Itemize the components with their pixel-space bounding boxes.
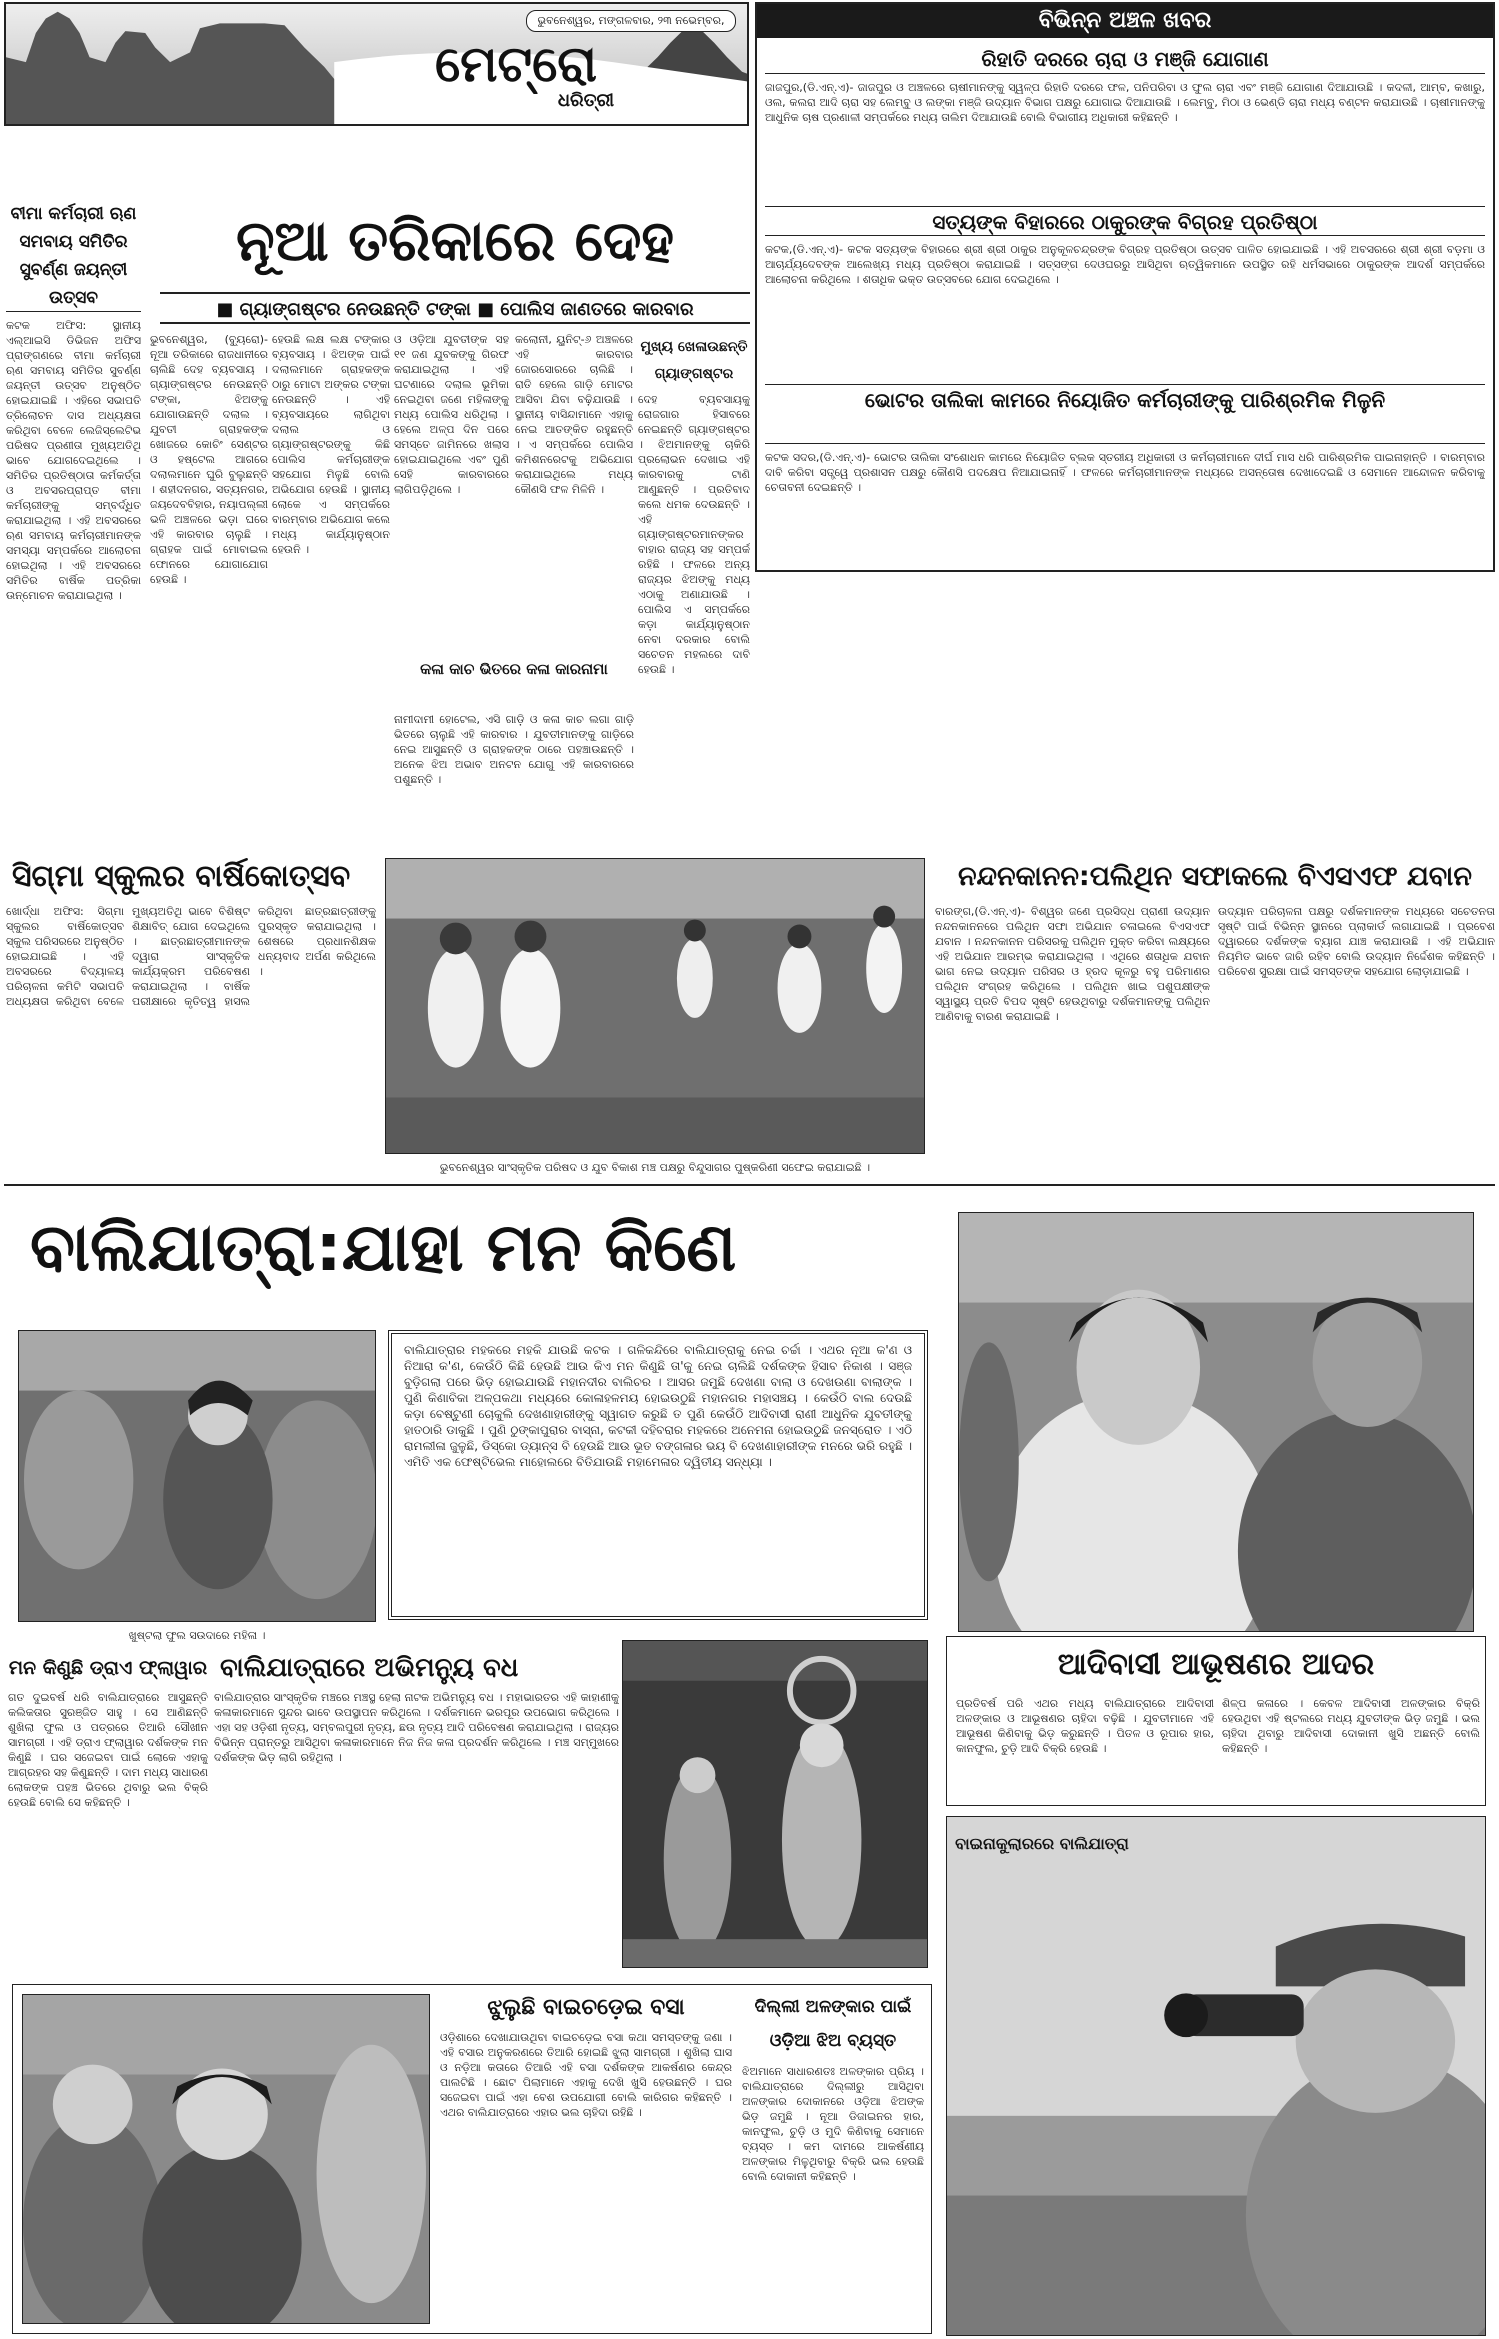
adivasi-headline: ଆଦିବାସୀ ଆଭୂଷଣର ଆଦର [1057, 1647, 1375, 1682]
balijatra-box [388, 1330, 928, 1620]
lead-sub2-headline: ମୁଖ୍ୟ ଖେଳାଉଛନ୍ତି ଗ୍ୟାଙ୍ଗଷ୍ଟର [640, 339, 748, 382]
abhimanyu-photo [622, 1640, 928, 1968]
lead-col3: ଓ ଓଡ଼ିଆ ଯୁବତୀଙ୍କ ସହ ୧୧ ଜଣ ଯୁବକଙ୍କୁ ଗିରଫ କରାଯାଇଥିଲା । ଏହି ଘଟଣାରେ ଦଲାଲ ଭୂମିକା ନେଇଥିବା ଜଣେ ମହିଳାଙ୍କୁ ମଧ୍ୟ ପୋଲିସ ଧରିଥିଲା । ହେଲେ ଅଳ୍ପ ଦିନ ପରେ ସମସ୍ତେ ଜାମିନରେ ଖଲାସ ହୋଇଯାଇଥିଲେ ଏବଂ ପୁଣି ସେହି କାରବାରରେ ଲାଗିପଡ଼ିଥିଲେ । [394, 333, 509, 496]
school-headline: ସିଗ୍ମା ସ୍କୁଲର ବାର୍ଷିକୋତ୍ସବ [12, 859, 351, 894]
section-divider [4, 1184, 1495, 1186]
binoculars-photo [946, 1816, 1486, 2336]
lead-headline: ନୂଆ ତରିକାରେ ଦେହ [235, 209, 675, 274]
cleanup-photo [385, 858, 925, 1154]
bangles-photo [22, 1994, 430, 2324]
masthead-dateline [526, 10, 736, 32]
balijatra-headline: ବାଲିଯାତ୍ରା:ଯାହା ମନ କିଣେ [30, 1209, 737, 1286]
flowers-body: ଗତ ଦୁଇବର୍ଷ ଧରି ବାଲିଯାତ୍ରାରେ ଆସୁଛନ୍ତି କଲିକତାର ସୁରଞ୍ଜିତ ସାହୁ । ସେ ଆଣିଛନ୍ତି ଶୁଖିଲା ଫୁଲ ଓ ପତ୍ରରେ ତିଆରି ସୌଖୀନ ସାମଗ୍ରୀ । ଏହି ଡ୍ରାଏ ଫ୍ଲାୱାର ଦର୍ଶକଙ୍କ ମନ କିଣୁଛି । ଘର ସଜେଇବା ପାଇଁ ଲୋକେ ଏହାକୁ ଆଗ୍ରହର ସହ କିଣୁଛନ୍ତି । ଦାମ ମଧ୍ୟ ସାଧାରଣ ଲୋକଙ୍କ ପହଞ୍ଚ ଭିତରେ ଥିବାରୁ ଭଲ ବିକ୍ରି ହେଉଛି ବୋଲି ସେ କହିଛନ୍ତି । [8, 1691, 208, 1809]
flower-photo [18, 1330, 376, 1622]
adivasi-photo [958, 1212, 1474, 1632]
regional-story2-headline: ସତ୍ୟଙ୍କ ବିହାରରେ ଠାକୁରଙ୍କ ବିଗ୍ରହ ପ୍ରତିଷ୍ଠା [765, 206, 1485, 236]
masthead-title: ମେଟ୍ରୋ [435, 35, 597, 93]
cooperative-body: କଟକ ଅଫିସ: ସ୍ଥାନୀୟ ଏଲ୍ଆଇସି ଡିଭିଜନ ଅଫିସ ପ୍ରାଙ୍ଗଣରେ ବୀମା କର୍ମଚାରୀ ଋଣ ସମବାୟ ସମିତିର ସୁବର୍ଣ୍ଣ ଜୟନ୍ତୀ ଉତ୍ସବ ଅନୁଷ୍ଠିତ ହୋଇଯାଇଛି । ଏହିରେ ସଭାପତି ତ୍ରିଲୋଚନ ଦାସ ଅଧ୍ୟକ୍ଷତା କରିଥିବା ବେଳେ ଲେଜିସ୍ଲେଟିଭ ପରିଷଦ ପ୍ରଣୀତା ମୁଖ୍ୟଅତିଥି ଭାବେ ଯୋଗଦେଇଥିଲେ । ସମିତିର ପ୍ରତିଷ୍ଠାତା କର୍ମକର୍ତ୍ତା ଓ ଅବସରପ୍ରାପ୍ତ ବୀମା କର୍ମଚାରୀଙ୍କୁ ସମ୍ବର୍ଦ୍ଧିତ କରାଯାଇଥିଲା । ଏହି ଅବସରରେ ଋଣ ସମବାୟ କର୍ମଚାରୀମାନଙ୍କ ସମସ୍ୟା ସମ୍ପର୍କରେ ଆଲୋଚନା ହୋଇଥିଲା । ଏହି ଅବସରରେ ସମିତିର ବାର୍ଷିକ ପତ୍ରିକା ଉନ୍ମୋଚନ କରାଯାଇଥିଲା । [6, 319, 141, 602]
regional-banner [757, 4, 1493, 38]
bangles-body: ଓଡ଼ିଶାରେ ଦେଖାଯାଉଥିବା ବାଇଚଡ଼େଇ ବସା କଥା ସମସ୍ତଙ୍କୁ ଜଣା । ଏହି ବସାର ଅନୁକରଣରେ ତିଆରି ହୋଇଛି ଝୁଲା ସାମଗ୍ରୀ । ଶୁଖିଲା ଘାସ ଓ ନଡ଼ିଆ କତାରେ ତିଆରି ଏହି ବସା ଦର୍ଶକଙ୍କ ଆକର୍ଷଣର କେନ୍ଦ୍ର ପାଲଟିଛି । ଛୋଟ ପିଲାମାନେ ଏହାକୁ ଦେଖି ଖୁସି ହେଉଛନ୍ତି । ଘର ସଜେଇବା ପାଇଁ ଏହା ବେଶ ଉପଯୋଗୀ ବୋଲି କାରିଗର କହିଛନ୍ତି । ଏଥର ବାଲିଯାତ୍ରାରେ ଏହାର ଭଲ ଚାହିଦା ରହିଛି । [440, 2031, 732, 2119]
flowers-headline: ମନ କିଣୁଛି ଡ୍ରାଏ ଫ୍ଲାୱାର [8, 1657, 208, 1679]
adivasi-body2: ଶିଳ୍ପ କଳାରେ । କେବଳ ଆଦିବାସୀ ଅଳଙ୍କାର ବିକ୍ରି ହେଉଥିବା ଏହି ଷ୍ଟଲରେ ମଧ୍ୟ ଯୁବତୀଙ୍କ ଭିଡ଼ ଜମୁଛି । ଭଲ ଚାହିଦା ଥିବାରୁ ଆଦିବାସୀ ଦୋକାନୀ ଖୁସି ଅଛନ୍ତି ବୋଲି କହିଛନ୍ତି । [1222, 1697, 1480, 1755]
binoculars-caption: ବାଇନାକୁଲାରରେ ବାଲିଯାତ୍ରା [955, 1834, 1129, 1853]
delhi-body: ଝିଅମାନେ ସାଧାରଣତଃ ଅଳଙ୍କାର ପ୍ରିୟ । ବାଲିଯାତ୍ରାରେ ଦିଲ୍ଲୀରୁ ଆସିଥିବା ଅଳଙ୍କାର ଦୋକାନରେ ଓଡ଼ିଆ ଝିଅଙ୍କ ଭିଡ଼ ଜମୁଛି । ନୂଆ ଡିଜାଇନର ହାର, କାନଫୁଲ, ଚୁଡ଼ି ଓ ମୁଦି କିଣିବାକୁ ସେମାନେ ବ୍ୟସ୍ତ । କମ ଦାମରେ ଆକର୍ଷଣୀୟ ଅଳଙ୍କାର ମିଳୁଥିବାରୁ ବିକ୍ରି ଭଲ ହେଉଛି ବୋଲି ଦୋକାନୀ କହିଛନ୍ତି । [742, 2065, 924, 2183]
balijatra-box-text: ବାଲିଯାତ୍ରାର ମହକରେ ମହକି ଯାଉଛି କଟକ । ଗଳିକନ୍ଦିରେ ବାଲିଯାତ୍ରାକୁ ନେଇ ଚର୍ଚ୍ଚା । ଏଥର ନୂଆ କ'ଣ ଓ ନିଆରା କ'ଣ, କେଉଁଠି କିଛି ହେଉଛି ଆଉ କିଏ ମନ କିଣୁଛି ତା'କୁ ନେଇ ଚାଲିଛି ଦର୍ଶକଙ୍କ ହିସାବ ନିକାଶ । ସଞ୍ଜ ବୁଡ଼ିଗଲା ପରେ ଭିଡ଼ ହୋଇଯାଉଛି ମହାନଦୀର ବାଲିଚର । ଆସର ଜମୁଛି ଦେଖଣା ବାଲା ଓ ଦେଖଉଣା ବାଲାଙ୍କ । ପୁଣି କିଣାବିକା ଅଳ୍ପକଥା ମଧ୍ୟରେ କୋଳାହଳମୟ ହୋଇଉଠୁଛି ମହାନଗର ମହାସଞ୍ଚୟ । କେଉଁଠି ବାଲ ଦେଉଛି କଡ଼ା ବେଷ୍ଟୁଣୀ ଚୋକୁଲି ଦେଖଣାହାରୀଙ୍କୁ ସ୍ୱାଗତ କରୁଛି ତ ପୁଣି କେଉଁଠି ଆଦିବାସୀ ରାଣୀ ଆଧୁନିକ ଯୁବତୀଙ୍କୁ ହାତଠାରି ଡାକୁଛି । ପୁଣି ଠୁଙ୍କାପୁରାର ବାସ୍ନା, କଟକୀ ଦହିବରାର ମହକରେ ଅନେମନା ହୋଇଉଠୁଛି ଜନସ୍ରୋତ । ଏଠି ରାମଲୀଳା ଜୁଳୁଛି, ଡିସ୍କୋ ଡ୍ୟାନ୍ସ ବି ହେଉଛି ଆଉ ଭୂତ ବଙ୍ଗଳାର ଭୟ ବି ଦେଖଣାହାରୀଙ୍କ ମନରେ ଭରି ରହୁଛି । ଏମିତି ଏକ ଫେଷ୍ଟିଭେଲ ମାହୋଲରେ ବିତିଯାଉଛି ମହାମେଳାର ଦ୍ୱିତୀୟ ସନ୍ଧ୍ୟା । [404, 1343, 912, 1469]
lead-col1: ଭୁବନେଶ୍ୱର, (ବ୍ୟୁରୋ)- ନୂଆ ତରିକାରେ ରାଜଧାନୀରେ ଚାଲିଛି ଦେହ ବ୍ୟବସାୟ । ଗ୍ୟାଙ୍ଗଷ୍ଟର ନେଉଛନ୍ତି ଟଙ୍କା, ଝିଅଙ୍କୁ ଯୋଗାଉଛନ୍ତି ଦଲାଲ । ଯୁବତୀ ଗ୍ରାହକଙ୍କ ଖୋଜରେ କୋଚିଂ ସେଣ୍ଟର ଓ ହଷ୍ଟେଲ ଆଗରେ ଦଲାଲମାନେ ଘୁରି ବୁଲୁଛନ୍ତି । ଶହୀଦନଗର, ସତ୍ୟନଗର, ଜୟଦେବବିହାର, ନୟାପଲ୍ଲୀ ଭଳି ଅଞ୍ଚଳରେ ଭଡ଼ା ଘରେ ଏହି କାରବାର ଚାଲୁଛି । ଗ୍ରାହକ ପାଇଁ ମୋବାଇଲ ଫୋନରେ ଯୋଗାଯୋଗ ହେଉଛି । [150, 333, 268, 586]
abhimanyu-body: ବାଲିଯାତ୍ରାର ସାଂସ୍କୃତିକ ମଞ୍ଚରେ ମଞ୍ଚସ୍ଥ ହେଲା ନାଟକ ଅଭିମନ୍ୟୁ ବଧ । ମହାଭାରତର ଏହି କାହାଣୀକୁ କଳାକାରମାନେ ସୁନ୍ଦର ଭାବେ ଉପସ୍ଥାପନ କରିଥିଲେ । ଦର୍ଶକମାନେ ଭରପୂର ଉପଭୋଗ କରିଥିଲେ । ଏହା ସହ ଓଡ଼ିଶୀ ନୃତ୍ୟ, ସମ୍ବଲପୁରୀ ନୃତ୍ୟ, ଛଉ ନୃତ୍ୟ ଆଦି ପରିବେଷଣ କରାଯାଇଥିଲା । ରାଜ୍ୟର ବିଭିନ୍ନ ପ୍ରାନ୍ତରୁ ଆସିଥିବା କଳାକାରମାନେ ନିଜ ନିଜ କଳା ପ୍ରଦର୍ଶନ କରିଥିଲେ । ମଞ୍ଚ ସମ୍ମୁଖରେ ଦର୍ଶକଙ୍କ ଭିଡ଼ ଲାଗି ରହିଥିଲା । [214, 1691, 619, 1764]
regional-story2-body: କଟକ,(ଡି.ଏନ୍.ଏ)- କଟକ ସତ୍ୟଙ୍କ ବିହାରରେ ଶ୍ରୀ ଶ୍ରୀ ଠାକୁର ଅନୁକୂଳଚନ୍ଦ୍ରଙ୍କ ବିଗ୍ରହ ପ୍ରତିଷ୍ଠା ଉତ୍ସବ ପାଳିତ ହୋଇଯାଇଛି । ଏହି ଅବସରରେ ଶ୍ରୀ ଶ୍ରୀ ବଡ଼ମା ଓ ଆଚାର୍ଯ୍ୟଦେବଙ୍କ ଆଲେଖ୍ୟ ମଧ୍ୟ ପ୍ରତିଷ୍ଠା କରାଯାଇଛି । ସତ୍ସଙ୍ଗ ଦେଓଘରରୁ ଆସିଥିବା ଋତ୍ୱିକମାନେ ଉପସ୍ଥିତ ରହି ଧର୍ମସଭାରେ ଠାକୁରଙ୍କ ଆଦର୍ଶ ସମ୍ପର୍କରେ ଆଲୋଚନା କରିଥିଲେ । ଶତାଧିକ ଭକ୍ତ ଉତ୍ସବରେ ଯୋଗ ଦେଇଥିଲେ । [765, 243, 1485, 286]
lead-col2: ହେଉଛି ଲକ୍ଷ ଲକ୍ଷ ଟଙ୍କାର ବ୍ୟବସାୟ । ଝିଅଙ୍କ ପାଇଁ ଦଲାଲମାନେ ଗ୍ରାହକଙ୍କ ଠାରୁ ମୋଟା ଅଙ୍କର ଟଙ୍କା ନେଉଛନ୍ତି । ଏହି ବ୍ୟବସାୟରେ ଲାଗିଥିବା ଦଲାଲ ଓ ଗ୍ୟାଙ୍ଗଷ୍ଟରଙ୍କୁ କିଛି ପୋଲିସ କର୍ମଚାରୀଙ୍କ ସହଯୋଗ ମିଳୁଛି ବୋଲି ଅଭିଯୋଗ ହେଉଛି । ସ୍ଥାନୀୟ ଲୋକେ ଏ ସମ୍ପର୍କରେ ବାରମ୍ବାର ଅଭିଯୋଗ କଲେ ମଧ୍ୟ କାର୍ଯ୍ୟାନୁଷ୍ଠାନ ହେଉନି । [272, 333, 390, 556]
cooperative-headline: ବୀମା କର୍ମଚାରୀ ଋଣ ସମବାୟ ସମିତିର ସୁବର୍ଣ୍ଣ ଜୟନ୍ତୀ ଉତ୍ସବ [6, 200, 141, 312]
nandankanan-body: ବାରଙ୍ଗ,(ଡି.ଏନ୍.ଏ)- ବିଶ୍ୱର ଜଣେ ପ୍ରସିଦ୍ଧ ପ୍ରାଣୀ ଉଦ୍ୟାନ ନନ୍ଦନକାନନରେ ପଲିଥିନ ସଫା ଅଭିଯାନ ଚଳାଇଲେ ବିଏସଏଫ ଯବାନ । ନନ୍ଦନକାନନ ପରିସରକୁ ପଲିଥିନ ମୁକ୍ତ କରିବା ଲକ୍ଷ୍ୟରେ ଏହି ଅଭିଯାନ ଆରମ୍ଭ କରାଯାଇଥିଲା । ଏଥିରେ ଶତାଧିକ ଯବାନ ଭାଗ ନେଇ ଉଦ୍ୟାନ ପରିସର ଓ ହ୍ରଦ କୂଳରୁ ବହୁ ପରିମାଣର ପଲିଥିନ ସଂଗ୍ରହ କରିଥିଲେ । ପଲିଥିନ ଖାଇ ପଶୁପକ୍ଷୀଙ୍କ ସ୍ୱାସ୍ଥ୍ୟ ପ୍ରତି ବିପଦ ସୃଷ୍ଟି ହେଉଥିବାରୁ ଦର୍ଶକମାନଙ୍କୁ ପଲିଥିନ ଆଣିବାକୁ ବାରଣ କରାଯାଇଛି । [935, 905, 1210, 1023]
delhi-headline: ଦିଲ୍ଲୀ ଅଳଙ୍କାର ପାଇଁ ଓଡ଼ିଆ ଝିଅ ବ୍ୟସ୍ତ [754, 1997, 912, 2051]
cleanup-caption: ଭୁବନେଶ୍ୱର ସାଂସ୍କୃତିକ ପରିଷଦ ଓ ଯୁବ ବିକାଶ ମଞ୍ଚ ପକ୍ଷରୁ ବିନ୍ଦୁସାଗର ପୁଷ୍କରିଣୀ ସଫେଇ କରାଯାଇଛି । [439, 1161, 871, 1174]
lead-sub1-body: ନାମୀଦାମୀ ହୋଟେଲ, ଏସି ଗାଡ଼ି ଓ କଳା କାଚ ଲଗା ଗାଡ଼ି ଭିତରେ ଚାଲୁଛି ଏହି କାରବାର । ଯୁବତୀମାନଙ୍କୁ ଗାଡ଼ିରେ ନେଇ ଆସୁଛନ୍ତି ଓ ଗ୍ରାହକଙ୍କ ଠାରେ ପହଞ୍ଚାଉଛନ୍ତି । ଅନେକ ଝିଅ ଅଭାବ ଅନଟନ ଯୋଗୁ ଏହି କାରବାରରେ ପଶୁଛନ୍ତି । [394, 713, 634, 786]
masthead-subtitle: ଧରିତ୍ରୀ [557, 90, 615, 111]
abhimanyu-headline: ବାଲିଯାତ୍ରାରେ ଅଭିମନ୍ୟୁ ବଧ [220, 1653, 519, 1683]
regional-story1-headline: ରିହାତି ଦରରେ ଚାରା ଓ ମଞ୍ଜି ଯୋଗାଣ [765, 44, 1485, 74]
nandankanan-body2: ଉଦ୍ୟାନ ପରିଚାଳନା ପକ୍ଷରୁ ଦର୍ଶକମାନଙ୍କ ମଧ୍ୟରେ ସଚେତନତା ସୃଷ୍ଟି ପାଇଁ ବିଭିନ୍ନ ସ୍ଥାନରେ ପ୍ଲାକାର୍ଡ ଲଗାଯାଇଛି । ପ୍ରବେଶ ଦ୍ୱାରରେ ଦର୍ଶକଙ୍କ ବ୍ୟାଗ ଯାଞ୍ଚ କରାଯାଉଛି । ଏହି ଅଭିଯାନ ନିୟମିତ ଭାବେ ଜାରି ରହିବ ବୋଲି ଉଦ୍ୟାନ ନିର୍ଦ୍ଦେଶକ କହିଛନ୍ତି । ପରିବେଶ ସୁରକ୍ଷା ପାଇଁ ସମସ୍ତଙ୍କ ସହଯୋଗ ଲୋଡ଼ାଯାଇଛି । [1218, 905, 1495, 978]
flower-caption: ଖୁଷ୍ଟଲା ଫୁଲ ସଉଦାରେ ମହିଳା । [128, 1629, 266, 1642]
regional-story3-headline: ଭୋଟର ତାଲିକା କାମରେ ନିୟୋଜିତ କର୍ମଚାରୀଙ୍କୁ ପାରିଶ୍ରମିକ ମିଳୁନି [765, 384, 1485, 444]
nandankanan-headline: ନନ୍ଦନକାନନ:ପଲିଥିନ ସଫାକଲେ ବିଏସଏଫ ଯବାନ [958, 861, 1472, 892]
bangles-headline: ଝୁଲୁଛି ବାଇଚଡ଼େଇ ବସା [487, 1995, 685, 2020]
regional-story1-body: ଜାଜପୁର,(ଡି.ଏନ୍.ଏ)- ଜାଜପୁର ଓ ଅଞ୍ଚଳରେ ଚାଷୀମାନଙ୍କୁ ସ୍ୱଳ୍ପ ରିହାତି ଦରରେ ଫଳ, ପନିପରିବା ଓ ଫୁଲ ଚାରା ଏବଂ ମଞ୍ଜି ଯୋଗାଣ ଦିଆଯାଉଛି । କଦଳୀ, ଆମ୍ବ, କଖାରୁ, ଓଲ, କଲରା ଆଦି ଚାରା ସହ ଲେମ୍ବୁ ଓ ଲଙ୍କା ମଞ୍ଜି ଉଦ୍ୟାନ ବିଭାଗ ପକ୍ଷରୁ ଯୋଗାଇ ଦିଆଯାଉଛି । ଲେମ୍ବୁ, ମିଠା ଓ ଭେଣ୍ଡି ଚାରା ମଧ୍ୟ ବଣ୍ଟନ କରାଯାଉଛି । ଚାଷୀମାନଙ୍କୁ ଆଧୁନିକ ଚାଷ ପ୍ରଣାଳୀ ସମ୍ପର୍କରେ ମଧ୍ୟ ତାଲିମ ଦିଆଯାଉଛି ବୋଲି ବିଭାଗୀୟ ଅଧିକାରୀ କହିଛନ୍ତି । [765, 81, 1485, 124]
lead-col4: କଲୋନୀ, ୟୁନିଟ୍-୬ ଅଞ୍ଚଳରେ ଏହି କାରବାର ଜୋରସୋରରେ ଚାଲିଛି । ରାତି ହେଲେ ଗାଡ଼ି ମୋଟର ଆସିବା ଯିବା ବଢ଼ିଯାଉଛି । ସ୍ଥାନୀୟ ବାସିନ୍ଦାମାନେ ଏହାକୁ ନେଇ ଆତଙ୍କିତ ରହୁଛନ୍ତି । ଏ ସମ୍ପର୍କରେ ପୋଲିସ କମିଶନରେଟକୁ ଅଭିଯୋଗ କରାଯାଇଥିଲେ ମଧ୍ୟ କୌଣସି ଫଳ ମିଳିନି । [515, 333, 633, 496]
school-body: ଖୋର୍ଦ୍ଧା ଅଫିସ: ସିଗ୍ମା ସ୍କୁଲର ବାର୍ଷିକୋତ୍ସବ ସ୍କୁଲ ପରିସରରେ ଅନୁଷ୍ଠିତ ହୋଇଯାଇଛି । ଏହି ଅବସରରେ ବିଦ୍ୟାଳୟ ପରିଚାଳନା କମିଟି ସଭାପତି ଅଧ୍ୟକ୍ଷତା କରିଥିବା ବେଳେ ମୁଖ୍ୟଅତିଥି ଭାବେ ବିଶିଷ୍ଟ ଶିକ୍ଷାବିତ୍ ଯୋଗ ଦେଇଥିଲେ । ଛାତ୍ରଛାତ୍ରୀମାନଙ୍କ ଦ୍ୱାରା ସାଂସ୍କୃତିକ କାର୍ଯ୍ୟକ୍ରମ ପରିବେଷଣ କରାଯାଇଥିଲା । ବାର୍ଷିକ ପରୀକ୍ଷାରେ କୃତିତ୍ୱ ହାସଲ କରିଥିବା ଛାତ୍ରଛାତ୍ରୀଙ୍କୁ ପୁରସ୍କୃତ କରାଯାଇଥିଲା । ଶେଷରେ ପ୍ରଧାନଶିକ୍ଷକ ଧନ୍ୟବାଦ ଅର୍ପଣ କରିଥିଲେ । [6, 905, 376, 1008]
lead-sub2-body: ଦେହ ବ୍ୟବସାୟକୁ ରୋଜଗାର ହିସାବରେ ନେଇଛନ୍ତି ଗ୍ୟାଙ୍ଗଷ୍ଟର । ଝିଅମାନଙ୍କୁ ଚାକିରି ପ୍ରଲୋଭନ ଦେଖାଇ ଏହି କାରବାରକୁ ଟାଣି ଆଣୁଛନ୍ତି । ପ୍ରତିବାଦ କଲେ ଧମକ ଦେଉଛନ୍ତି । ଏହି ଗ୍ୟାଙ୍ଗଷ୍ଟରମାନଙ୍କର ବାହାର ରାଜ୍ୟ ସହ ସମ୍ପର୍କ ରହିଛି । ଫଳରେ ଅନ୍ୟ ରାଜ୍ୟର ଝିଅଙ୍କୁ ମଧ୍ୟ ଏଠାକୁ ଅଣାଯାଉଛି । ପୋଲିସ ଏ ସମ୍ପର୍କରେ କଡ଼ା କାର୍ଯ୍ୟାନୁଷ୍ଠାନ ନେବା ଦରକାର ବୋଲି ସଚେତନ ମହଲରେ ଦାବି ହେଉଛି । [638, 393, 750, 676]
adivasi-body1: ପ୍ରତିବର୍ଷ ପରି ଏଥର ମଧ୍ୟ ବାଲିଯାତ୍ରାରେ ଆଦିବାସୀ ଅଳଙ୍କାର ଓ ଆଭୂଷଣର ଚାହିଦା ବଢ଼ିଛି । ଯୁବତୀମାନେ ଏହି ଆଭୂଷଣ କିଣିବାକୁ ଭିଡ଼ କରୁଛନ୍ତି । ପିତଳ ଓ ରୂପାର ହାର, କାନଫୁଲ, ଚୁଡ଼ି ଆଦି ବିକ୍ରି ହେଉଛି । [956, 1697, 1214, 1755]
regional-story3-body: କଟକ ସଦର,(ଡି.ଏନ୍.ଏ)- ଭୋଟର ତାଲିକା ସଂଶୋଧନ କାମରେ ନିୟୋଜିତ ବ୍ଲକ ସ୍ତରୀୟ ଅଧିକାରୀ ଓ କର୍ମଚାରୀମାନେ ଦୀର୍ଘ ମାସ ଧରି ପାରିଶ୍ରମିକ ପାଇନାହାନ୍ତି । ବାରମ୍ବାର ଦାବି କରିବା ସତ୍ତ୍ୱେ ପ୍ରଶାସନ ପକ୍ଷରୁ କୌଣସି ପଦକ୍ଷେପ ନିଆଯାଇନାହିଁ । ଫଳରେ କର୍ମଚାରୀମାନଙ୍କ ମଧ୍ୟରେ ଅସନ୍ତୋଷ ଦେଖାଦେଇଛି ଓ ସେମାନେ ଆନ୍ଦୋଳନ କରିବାକୁ ଚେତାବନୀ ଦେଇଛନ୍ତି । [765, 451, 1485, 494]
lead-deck: ■ ଗ୍ୟାଙ୍ଗଷ୍ଟର ନେଉଛନ୍ତି ଟଙ୍କା ■ ପୋଲିସ ଜାଣତରେ କାରବାର [160, 292, 750, 324]
regional-banner-text: ବିଭିନ୍ନ ଅଞ୍ଚଳ ଖବର [1038, 8, 1212, 33]
masthead [4, 2, 749, 126]
dateline-text: ଭୁବନେଶ୍ୱର, ମଙ୍ଗଳବାର, ୨୩ ନଭେମ୍ବର, [537, 14, 725, 27]
lead-sub1-headline: କଳା କାଚ ଭିତରେ କଳା କାରନାମା [420, 660, 608, 678]
